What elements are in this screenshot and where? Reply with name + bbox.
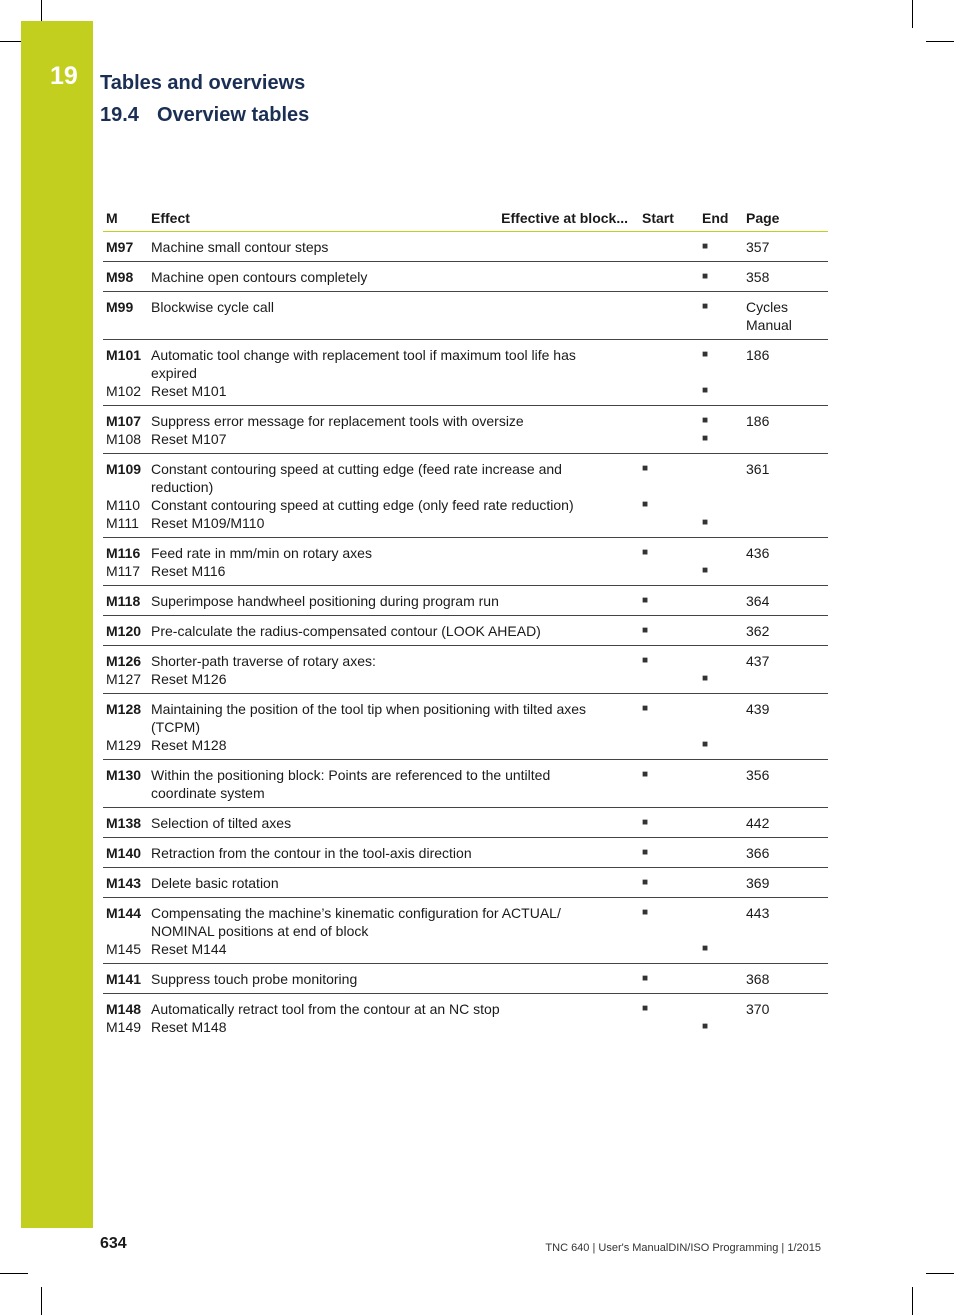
m-code: M120 — [106, 623, 142, 639]
m-code: M129 — [106, 737, 142, 753]
header-effect: Effect — [151, 210, 190, 226]
start-marker-icon: ■ — [642, 973, 649, 984]
effect-cell — [148, 994, 639, 1042]
start-cell — [639, 646, 699, 694]
table-row — [103, 694, 828, 760]
page-ref: 366 — [746, 845, 770, 861]
crop-mark — [926, 41, 954, 42]
header-m: M — [103, 207, 148, 232]
page-cell — [743, 838, 828, 868]
end-cell — [699, 694, 743, 760]
effect-cell — [148, 262, 639, 292]
start-cell — [639, 838, 699, 868]
end-marker-icon: ■ — [702, 433, 709, 444]
effect-text: Selection of tilted axes — [151, 815, 292, 831]
effect-text: Feed rate in mm/min on rotary axes — [151, 545, 372, 561]
m-code: M102 — [106, 383, 142, 399]
page-cell — [743, 616, 828, 646]
start-marker-icon — [642, 238, 696, 256]
m-code-cell — [103, 694, 148, 760]
start-marker-icon — [642, 316, 696, 334]
start-marker-icon — [642, 364, 696, 382]
start-marker-icon — [642, 562, 696, 580]
page-ref — [746, 514, 825, 532]
effect-cell — [148, 406, 639, 454]
start-cell — [639, 868, 699, 898]
end-marker-icon — [702, 904, 740, 922]
m-code: M143 — [106, 875, 142, 891]
effect-cell — [148, 538, 639, 586]
start-marker-icon — [642, 268, 696, 286]
page-cell — [743, 340, 828, 406]
section-title: Overview tables — [156, 104, 310, 126]
table-row — [103, 898, 828, 964]
start-marker-icon — [642, 478, 696, 496]
page-ref: 361 — [746, 461, 770, 477]
end-marker-icon: ■ — [702, 673, 709, 684]
chapter-side-bar — [21, 21, 93, 1228]
effect-cell — [148, 808, 639, 838]
page-cell — [743, 232, 828, 262]
start-marker-icon: ■ — [642, 625, 649, 636]
m-code: M101 — [106, 347, 142, 363]
section-heading — [100, 104, 309, 127]
effect-cell — [148, 292, 639, 340]
end-marker-icon: ■ — [702, 349, 709, 360]
m-code: M141 — [106, 971, 142, 987]
start-cell — [639, 808, 699, 838]
end-marker-icon: ■ — [702, 271, 709, 282]
effect-text: Retraction from the contour in the tool-axis direction — [151, 845, 472, 861]
end-marker-icon — [702, 478, 740, 496]
table-row — [103, 964, 828, 994]
m-code: M110 — [106, 497, 140, 513]
chapter-title: Tables and overviews — [100, 72, 306, 94]
end-marker-icon: ■ — [702, 943, 709, 954]
m-code-cell — [103, 586, 148, 616]
m-code: M111 — [106, 515, 139, 531]
end-cell — [699, 292, 743, 340]
end-marker-icon — [702, 622, 740, 640]
m-code: M128 — [106, 701, 142, 717]
table-row — [103, 646, 828, 694]
effect-text: Machine small contour steps — [151, 239, 329, 255]
end-cell — [699, 262, 743, 292]
start-marker-icon — [642, 922, 696, 940]
start-marker-icon — [642, 784, 696, 802]
page-ref — [746, 364, 825, 382]
page-ref — [746, 784, 825, 802]
header-page: Page — [743, 207, 828, 232]
end-marker-icon — [702, 718, 740, 736]
page-ref: 437 — [746, 653, 770, 669]
crop-mark — [912, 1287, 913, 1315]
effect-text: Reset M101 — [151, 383, 227, 399]
start-marker-icon: ■ — [642, 817, 649, 828]
end-marker-icon — [702, 652, 740, 670]
end-marker-icon — [702, 544, 740, 562]
crop-mark — [41, 0, 42, 21]
table-row — [103, 232, 828, 262]
page-ref: 186 — [746, 413, 770, 429]
end-cell — [699, 616, 743, 646]
start-cell — [639, 454, 699, 538]
page-ref — [746, 1018, 825, 1036]
m-code: M138 — [106, 815, 142, 831]
m-code-cell — [103, 406, 148, 454]
m-code-cell — [103, 808, 148, 838]
end-cell — [699, 538, 743, 586]
end-marker-icon: ■ — [702, 241, 709, 252]
start-cell — [639, 340, 699, 406]
page-ref: Cycles — [746, 299, 789, 315]
effect-text: Reset M148 — [151, 1019, 227, 1035]
end-marker-icon: ■ — [702, 739, 709, 750]
end-marker-icon: ■ — [702, 565, 709, 576]
end-marker-icon: ■ — [702, 517, 709, 528]
m-code-cell — [103, 292, 148, 340]
crop-mark — [926, 1273, 954, 1274]
effect-cell — [148, 760, 639, 808]
effect-cell — [148, 868, 639, 898]
start-marker-icon: ■ — [642, 769, 649, 780]
end-cell — [699, 808, 743, 838]
table-row — [103, 808, 828, 838]
start-marker-icon — [642, 298, 696, 316]
start-marker-icon — [642, 382, 696, 400]
page-ref — [746, 430, 825, 448]
start-cell — [639, 964, 699, 994]
end-marker-icon: ■ — [702, 385, 709, 396]
page-cell — [743, 898, 828, 964]
effect-cell — [148, 838, 639, 868]
table-row — [103, 586, 828, 616]
m-code — [106, 316, 145, 334]
effect-text: coordinate system — [151, 785, 265, 801]
start-cell — [639, 586, 699, 616]
effect-text: Reset M107 — [151, 431, 227, 447]
end-cell — [699, 232, 743, 262]
end-marker-icon: ■ — [702, 1021, 709, 1032]
end-cell — [699, 964, 743, 994]
m-code-cell — [103, 646, 148, 694]
page-ref: 364 — [746, 593, 770, 609]
effect-text: Delete basic rotation — [151, 875, 279, 891]
effect-text: reduction) — [151, 479, 214, 495]
page-ref: Manual — [746, 317, 792, 333]
end-marker-icon — [702, 844, 740, 862]
page-ref — [746, 496, 825, 514]
m-code: M118 — [106, 593, 141, 609]
footer-text: TNC 640 | User's ManualDIN/ISO Programming | 1/2015 — [545, 1242, 821, 1254]
start-marker-icon — [642, 346, 696, 364]
m-code-cell — [103, 838, 148, 868]
effect-text: Within the positioning block: Points are referenced to the untilted — [151, 767, 551, 783]
end-cell — [699, 406, 743, 454]
end-marker-icon — [702, 592, 740, 610]
m-code-cell — [103, 232, 148, 262]
end-marker-icon — [702, 922, 740, 940]
header-effective-at-block: Effective at block... — [501, 210, 628, 226]
effect-text: expired — [151, 365, 197, 381]
m-code-cell — [103, 616, 148, 646]
m-code-cell — [103, 868, 148, 898]
start-marker-icon — [642, 736, 696, 754]
effect-cell — [148, 454, 639, 538]
page-ref: 442 — [746, 815, 770, 831]
m-code: M98 — [106, 269, 134, 285]
m-code: M126 — [106, 653, 142, 669]
m-code: M116 — [106, 545, 141, 561]
crop-mark — [0, 1273, 28, 1274]
page-ref: 358 — [746, 269, 770, 285]
start-marker-icon — [642, 430, 696, 448]
start-marker-icon — [642, 940, 696, 958]
page-ref — [746, 562, 825, 580]
table-header-row — [103, 207, 828, 232]
effect-text: Constant contouring speed at cutting edge (feed rate increase and — [151, 461, 562, 477]
table-row — [103, 406, 828, 454]
crop-mark — [41, 1287, 42, 1315]
effect-text: Pre-calculate the radius-compensated contour (LOOK AHEAD) — [151, 623, 541, 639]
m-code-cell — [103, 262, 148, 292]
effect-cell — [148, 586, 639, 616]
table-row — [103, 760, 828, 808]
m-code: M140 — [106, 845, 142, 861]
end-cell — [699, 646, 743, 694]
m-code — [106, 364, 145, 382]
m-code: M127 — [106, 671, 142, 687]
crop-mark — [0, 41, 21, 42]
page-cell — [743, 586, 828, 616]
table-body — [103, 232, 828, 1042]
page-cell — [743, 406, 828, 454]
m-code — [106, 784, 145, 802]
start-marker-icon: ■ — [642, 655, 649, 666]
page-ref — [746, 736, 825, 754]
m-functions-table — [103, 207, 828, 1041]
start-marker-icon — [642, 1018, 696, 1036]
m-code: M97 — [106, 239, 134, 255]
m-code: M144 — [106, 905, 142, 921]
m-code: M130 — [106, 767, 142, 783]
end-cell — [699, 586, 743, 616]
page-ref — [746, 382, 825, 400]
m-code-cell — [103, 760, 148, 808]
page-ref: 368 — [746, 971, 770, 987]
effect-text: Reset M144 — [151, 941, 227, 957]
effect-text: Blockwise cycle call — [151, 299, 274, 315]
page-ref — [746, 940, 825, 958]
m-code-cell — [103, 340, 148, 406]
start-marker-icon: ■ — [642, 595, 649, 606]
page-ref: 357 — [746, 239, 770, 255]
start-cell — [639, 406, 699, 454]
page-cell — [743, 964, 828, 994]
end-cell — [699, 454, 743, 538]
end-cell — [699, 868, 743, 898]
end-cell — [699, 760, 743, 808]
effect-cell — [148, 340, 639, 406]
m-code — [106, 478, 145, 496]
m-code: M148 — [106, 1001, 142, 1017]
end-marker-icon — [702, 766, 740, 784]
header-end: End — [699, 207, 743, 232]
section-number: 19.4 — [100, 104, 139, 126]
effect-cell — [148, 694, 639, 760]
start-cell — [639, 616, 699, 646]
table-row — [103, 868, 828, 898]
end-marker-icon — [702, 784, 740, 802]
effect-text: Reset M116 — [151, 563, 226, 579]
end-cell — [699, 898, 743, 964]
page-ref — [746, 478, 825, 496]
page-ref: 356 — [746, 767, 770, 783]
end-cell — [699, 994, 743, 1042]
chapter-number: 19 — [50, 62, 78, 90]
effect-text: Suppress touch probe monitoring — [151, 971, 358, 987]
m-code: M117 — [106, 563, 140, 579]
m-code-cell — [103, 898, 148, 964]
end-cell — [699, 340, 743, 406]
effect-text: Automatically retract tool from the contour at an NC stop — [151, 1001, 500, 1017]
m-code-cell — [103, 454, 148, 538]
effect-text: Reset M126 — [151, 671, 227, 687]
page-ref: 186 — [746, 347, 770, 363]
start-cell — [639, 262, 699, 292]
page-cell — [743, 646, 828, 694]
page-cell — [743, 808, 828, 838]
page-ref: 443 — [746, 905, 770, 921]
crop-mark — [912, 0, 913, 28]
effect-cell — [148, 616, 639, 646]
start-marker-icon: ■ — [642, 703, 649, 714]
page-cell — [743, 454, 828, 538]
start-cell — [639, 232, 699, 262]
start-marker-icon — [642, 718, 696, 736]
start-marker-icon: ■ — [642, 547, 649, 558]
table-row — [103, 538, 828, 586]
effect-cell — [148, 898, 639, 964]
effect-text: Superimpose handwheel positioning during program run — [151, 593, 499, 609]
start-cell — [639, 994, 699, 1042]
m-code: M149 — [106, 1019, 142, 1035]
page-cell — [743, 262, 828, 292]
effect-text: (TCPM) — [151, 719, 200, 735]
m-code: M107 — [106, 413, 142, 429]
start-cell — [639, 292, 699, 340]
end-marker-icon — [702, 814, 740, 832]
m-code: M145 — [106, 941, 142, 957]
effect-cell — [148, 964, 639, 994]
end-marker-icon — [702, 316, 740, 334]
effect-text: Reset M109/M110 — [151, 515, 265, 531]
effect-text: Suppress error message for replacement tools with oversize — [151, 413, 524, 429]
m-code — [106, 718, 145, 736]
start-marker-icon: ■ — [642, 847, 649, 858]
start-marker-icon — [642, 514, 696, 532]
page-ref: 439 — [746, 701, 770, 717]
start-marker-icon: ■ — [642, 463, 649, 474]
effect-text: Machine open contours completely — [151, 269, 368, 285]
table-row — [103, 454, 828, 538]
start-cell — [639, 760, 699, 808]
page-ref: 362 — [746, 623, 770, 639]
m-code-cell — [103, 994, 148, 1042]
table-row — [103, 262, 828, 292]
end-marker-icon — [702, 460, 740, 478]
effect-text: Shorter-path traverse of rotary axes: — [151, 653, 376, 669]
m-code — [106, 922, 145, 940]
effect-text: Automatic tool change with replacement tool if maximum tool life has — [151, 347, 576, 363]
end-marker-icon: ■ — [702, 301, 709, 312]
table-row — [103, 994, 828, 1042]
page-cell — [743, 994, 828, 1042]
effect-cell — [148, 646, 639, 694]
effect-text: Maintaining the position of the tool tip when positioning with tilted axes — [151, 701, 587, 717]
end-marker-icon — [702, 874, 740, 892]
effect-text — [151, 316, 636, 334]
m-code: M109 — [106, 461, 142, 477]
m-code-cell — [103, 538, 148, 586]
start-marker-icon: ■ — [642, 877, 649, 888]
m-code: M108 — [106, 431, 142, 447]
start-marker-icon: ■ — [642, 1003, 649, 1014]
m-code-cell — [103, 964, 148, 994]
page-number: 634 — [100, 1235, 127, 1252]
start-marker-icon — [642, 412, 696, 430]
effect-text: Constant contouring speed at cutting edge (only feed rate reduction) — [151, 497, 574, 513]
effect-text: Reset M128 — [151, 737, 227, 753]
page-ref: 370 — [746, 1001, 770, 1017]
end-marker-icon: ■ — [702, 415, 709, 426]
end-marker-icon — [702, 970, 740, 988]
end-marker-icon — [702, 364, 740, 382]
effect-text: NOMINAL positions at end of block — [151, 923, 369, 939]
m-code: M99 — [106, 299, 134, 315]
start-marker-icon: ■ — [642, 499, 649, 510]
start-marker-icon — [642, 670, 696, 688]
start-cell — [639, 538, 699, 586]
table-row — [103, 292, 828, 340]
effect-text: Compensating the machine’s kinematic configuration for ACTUAL/ — [151, 905, 561, 921]
page-cell — [743, 868, 828, 898]
page-ref: 369 — [746, 875, 770, 891]
table-row — [103, 340, 828, 406]
end-cell — [699, 838, 743, 868]
start-cell — [639, 898, 699, 964]
effect-cell — [148, 232, 639, 262]
start-cell — [639, 694, 699, 760]
header-start: Start — [639, 207, 699, 232]
page-ref — [746, 718, 825, 736]
end-marker-icon — [702, 1000, 740, 1018]
table-row — [103, 838, 828, 868]
table-row — [103, 616, 828, 646]
header-effect-cell — [148, 207, 639, 232]
page-cell — [743, 760, 828, 808]
end-marker-icon — [702, 496, 740, 514]
page-cell — [743, 292, 828, 340]
page-cell — [743, 694, 828, 760]
page-ref — [746, 670, 825, 688]
page-cell — [743, 538, 828, 586]
page-ref: 436 — [746, 545, 770, 561]
end-marker-icon — [702, 700, 740, 718]
page-ref — [746, 922, 825, 940]
start-marker-icon: ■ — [642, 907, 649, 918]
